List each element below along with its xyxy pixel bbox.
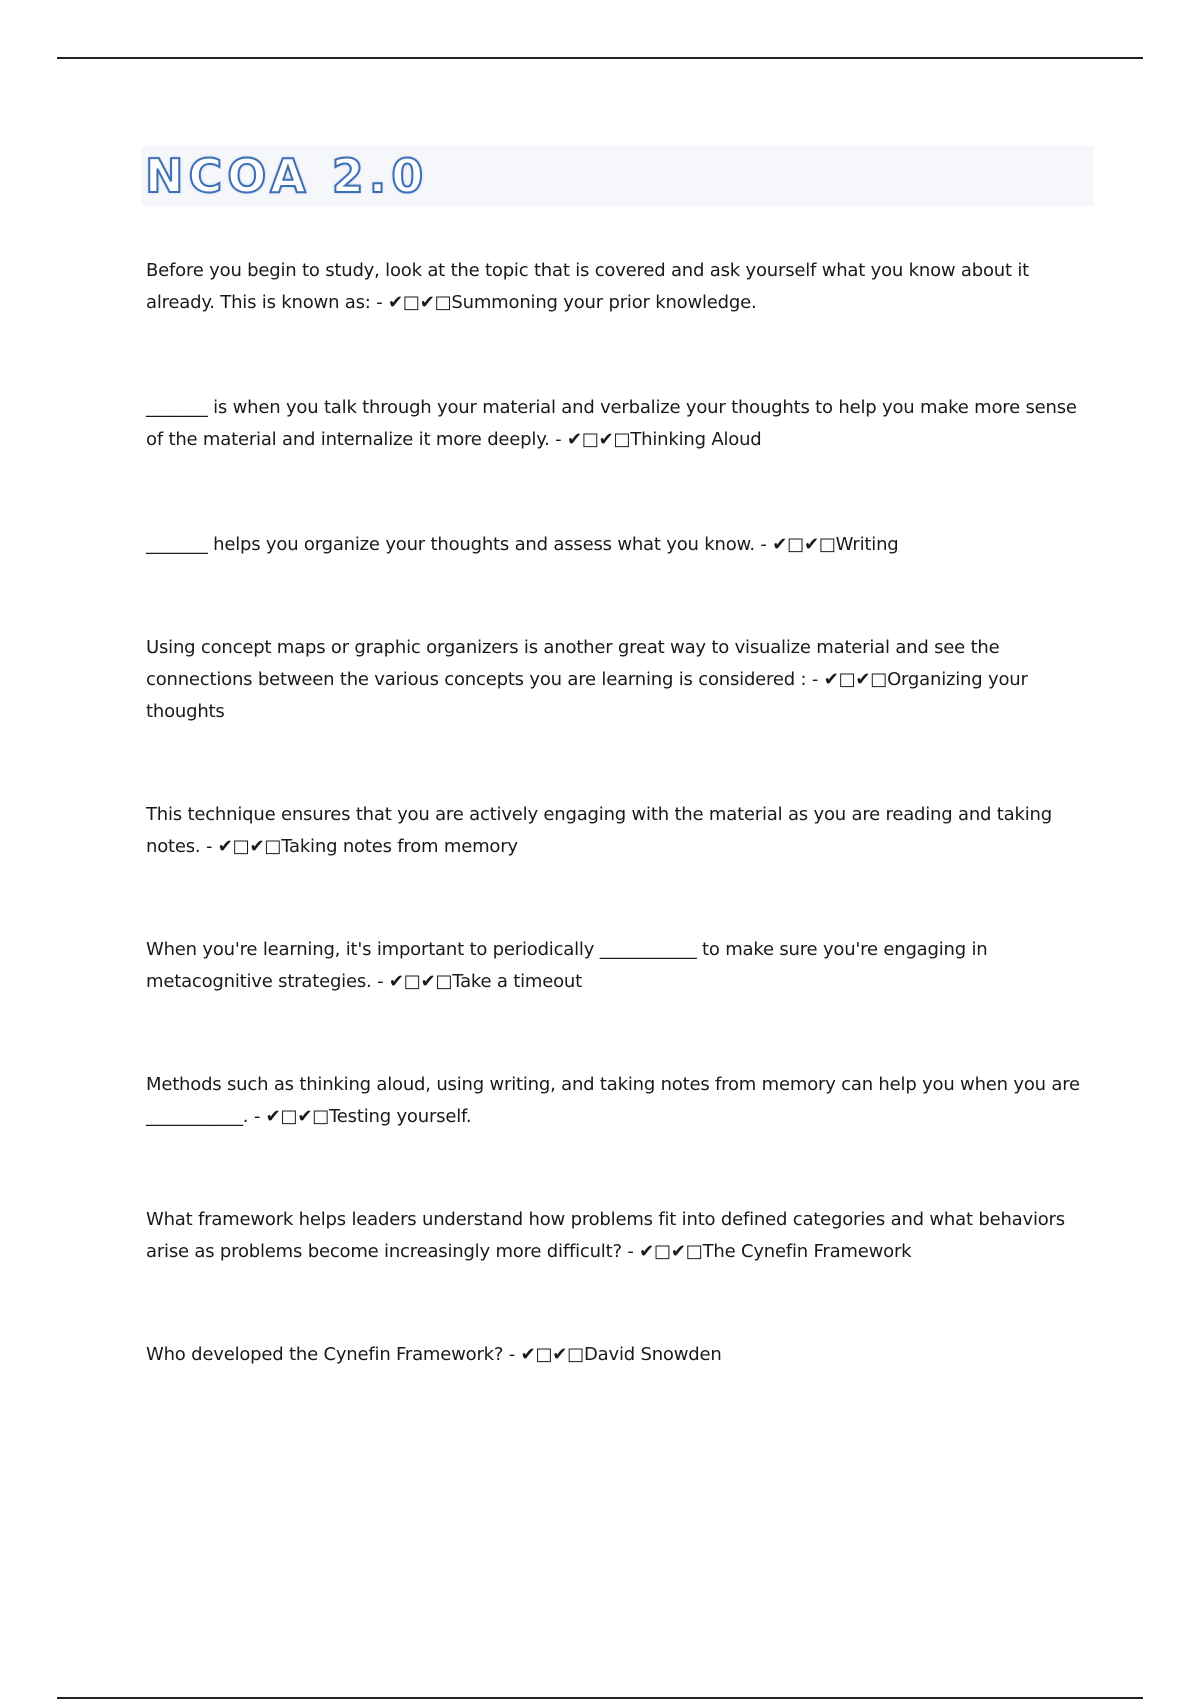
- top-rule: [57, 57, 1143, 59]
- question-text: _______ is when you talk through your material and verbalize your thoughts to help you make more sense of the material and internalize it more deeply. -: [146, 397, 1077, 450]
- question-text: What framework helps leaders understand how problems fit into defined categories and what behaviors arise as problems become increasingly more difficult? -: [146, 1209, 1065, 1262]
- answer-text: Organizing your thoughts: [146, 669, 1028, 722]
- question-text: Using concept maps or graphic organizers is another great way to visualize material and see the connections between the various concepts you are learning is considered : -: [146, 637, 1000, 690]
- qa-entry-3: [146, 529, 1096, 561]
- question-text: Before you begin to study, look at the topic that is covered and ask yourself what you know about it already. This is known as: -: [146, 260, 1030, 313]
- check-marker: ✔□✔□: [823, 669, 888, 690]
- check-marker: ✔□✔□: [388, 971, 453, 992]
- document-title: NCOA 2.0: [145, 149, 429, 203]
- answer-text: Take a timeout: [452, 971, 583, 992]
- qa-entry-9: [146, 1339, 1096, 1371]
- check-marker: ✔□✔□: [217, 836, 282, 857]
- answer-text: David Snowden: [584, 1344, 722, 1365]
- question-text: When you're learning, it's important to periodically ___________ to make sure you're engaging in metacognitive strategies. -: [146, 939, 988, 992]
- qa-list: [146, 255, 1096, 1371]
- answer-text: The Cynefin Framework: [702, 1241, 912, 1262]
- answer-text: Testing yourself.: [329, 1106, 472, 1127]
- qa-entry-4: [146, 632, 1096, 728]
- check-marker: ✔□✔□: [520, 1344, 584, 1365]
- check-marker: ✔□✔□: [639, 1241, 703, 1262]
- bottom-rule: [57, 1697, 1143, 1699]
- qa-entry-2: [146, 392, 1096, 456]
- check-marker: ✔□✔□: [265, 1106, 330, 1127]
- answer-text: Summoning your prior knowledge.: [451, 292, 757, 313]
- qa-entry-8: [146, 1204, 1096, 1268]
- qa-entry-7: [146, 1069, 1096, 1133]
- check-marker: ✔□✔□: [772, 534, 836, 555]
- answer-text: Thinking Aloud: [630, 429, 762, 450]
- qa-entry-6: [146, 934, 1096, 998]
- check-marker: ✔□✔□: [566, 429, 631, 450]
- qa-entry-1: [146, 255, 1096, 319]
- answer-text: Writing: [835, 534, 899, 555]
- question-text: Who developed the Cynefin Framework? -: [146, 1344, 521, 1365]
- answer-text: Taking notes from memory: [281, 836, 518, 857]
- question-text: This technique ensures that you are actively engaging with the material as you are reading and taking notes. -: [146, 804, 1052, 857]
- question-text: _______ helps you organize your thoughts and assess what you know. -: [146, 534, 773, 555]
- check-marker: ✔□✔□: [388, 292, 452, 313]
- qa-entry-5: [146, 799, 1096, 863]
- question-text: Methods such as thinking aloud, using writing, and taking notes from memory can help you when you are ___________. -: [146, 1074, 1080, 1127]
